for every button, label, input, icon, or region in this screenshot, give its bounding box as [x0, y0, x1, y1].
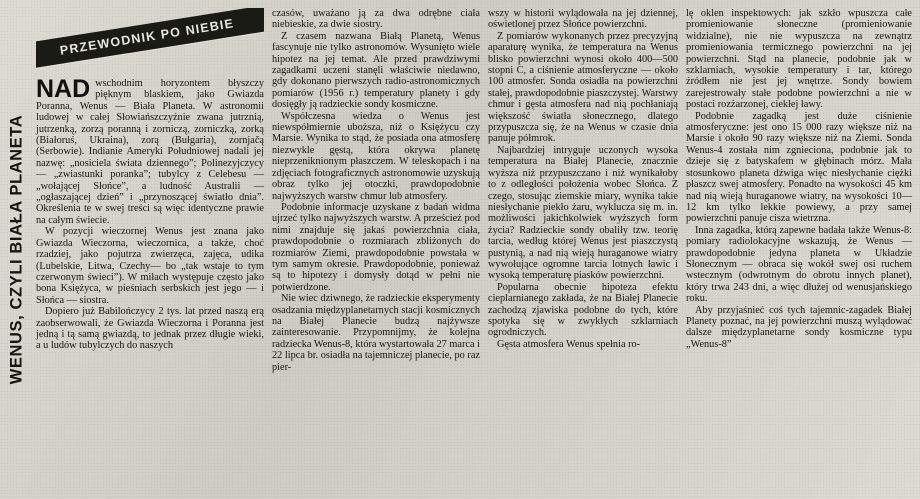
paragraph-text: Inna zagadka, którą zapewne badała także Wenus-8: pomiary radiolokacyjne wskazują, że Wenus — prawdopodobnie jedyna planeta w Układzie Słonecznym — obraca się wokół swej osi ruchem wstecznym (odwrotnym do obrotu innych planet), który trwa 243 dni, a więc dłużej od wenusjańskiego roku.	[686, 224, 912, 305]
paragraph-text: W pozycji wieczornej Wenus jest znana jako Gwiazda Wieczorna, wieczornica, a także, choć rzadziej, jako pojutrza zwierzęca, zajęca, udika (Lubelskie, Litwa, Czechy— bo „tak wstaje to tym czerwonym świeci”). W miłach występuje często jako bona Księżyca, w pieśniach serbskich jest jego — i Słońca — siostra.	[36, 226, 264, 306]
paragraph	[272, 8, 480, 31]
paragraph-text: Nie wiec dziwnego, że radzieckie eksperymenty osadzania międzyplanetarnych stacji kosmicznych na Białej Planecie budzą najżywsze zainteresowanie. Przypomnijmy, że kolejna radziecka Wenus-8, która wystartowała 27 marca i 22 lipca br. osiadła na tajemniczej planecie, po raz pier-	[272, 293, 480, 373]
paragraph-text: Najbardziej intryguje uczonych wysoka temperatura na Białej Planecie, znacznie wyższa niż przypuszczano i niż wynikałoby to z odległości położenia wobec Słońca. Z czego, stosując ziemskie miary, wynika takie niesłychanie piekło żaru, wyklucza się m. in. możliwości jakichkolwiek wyższych form życia? Radzieckie sondy obaliły tzw. teorię tarcia, według której Wenus jest piaszczystą pustynią, a nad nią wieją huraganowe wiatry wywołujące ogromne tarcia lotnych ławic i wysoką temperaturę piasków powierzchni.	[488, 144, 678, 282]
paragraph	[686, 225, 912, 305]
paragraph	[36, 75, 264, 226]
paragraph	[272, 202, 480, 293]
paragraph	[488, 31, 678, 145]
paragraph-text: czasów, uważano ją za dwa odrębne ciała niebieskie, za dwie siostry.	[272, 8, 480, 31]
paragraph-text: Podobnie informacje uzyskane z badań widma ujrzeć tylko najwyższych warstw. A prześcież pod nimi znajduje się jakaś powierzchnia ciała, prawdopodobnie o rozmiarach zbliżonych do rozmiarów Ziemi, prawdopodobnie powstała w tym samym okresie. Prawdopodobnie, ponieważ są to hipotezy i domysły dotąd w pełni nie potwierdzone.	[272, 201, 480, 293]
text-column-4	[686, 8, 912, 493]
paragraph	[686, 8, 912, 111]
paragraph	[488, 145, 678, 282]
text-column-1	[36, 75, 264, 493]
text-column-3	[488, 8, 678, 493]
vertical-article-title-text: WENUS, CZYLI BIAŁA PLANETA	[7, 114, 26, 385]
paragraph-text: Podobnie zagadką jest duże ciśnienie atmosferyczne: jest ono 15 000 razy większe niż na Marsie i około 90 razy większe niż na Ziemi. Sonda Wenus-4 została nim zgnieciona, podobnie jak to dzieje się z batyskafem w głębinach mórz. Mała stosunkowo planeta dźwiga więc niesłychanie ciężki płaszcz swej atmosfery. Ponadto na wysokości 45 km nad nią wieją huraganowe wiatry, na wysokości 10—12 km tylko lekkie powiewy, a przy samej powierzchni panuje cisza wietrzna.	[686, 110, 912, 225]
paragraph-text: Aby przyjaśnieć coś tych tajemnic-zagadek Białej Planety poznać, na jej powierzchni muszą wylądować dalsze międzyplanetarne sondy kosmiczne typu „Wenus-8”	[686, 304, 912, 350]
paragraph	[36, 226, 264, 306]
paragraph	[272, 111, 480, 202]
paragraph-text: Współczesna wiedza o Wenus jest niewspółmiernie uboższa, niż o Księżycu czy Marsie. Wynika to stąd, że posiada ona atmosferę niezwykle gęstą, która okrywa planetę nieprzeniknionym płaszczem. W teleskopach i na zdjęciach fotograficznych astronomowie uzyskują obraz tylko jej otoczki, prawdopodobnie najwyższych warstw chmur lub atmosfery.	[272, 110, 480, 202]
banner-label: PRZEWODNIK PO NIEBIE	[58, 16, 236, 58]
paragraph	[686, 111, 912, 225]
paragraph-text: lę oklen inspektowych: jak szkło wpuszcza całe promieniowanie słoneczne (promieniowanie widzialne), nie nie wypuszcza na zewnątrz promieniowania termicznego powierzchni na jej powierzchni. Stąd na planecie, podobnie jak w szklarniach, wysokie temperatury i tar, którego źródłem nie jest jej wnętrze. Sondy bowiem zarejestrowały stałe podobne powierzchni a nie w postaci rozżarzonej, ciekłej ławy.	[686, 8, 912, 111]
paragraph	[272, 31, 480, 111]
paragraph-text: Popularna obecnie hipoteza efektu cieplarnianego zakłada, że na Białej Planecie zachodzą zjawiska podobne do tych, które spotyka się w zwykłych szklarniach ogrodniczych.	[488, 281, 678, 339]
paragraph-text: wszy w historii wylądowała na jej dziennej, oświetlonej przez Słońce powierzchni.	[488, 8, 678, 31]
paragraph	[488, 339, 678, 350]
paragraph-text: Z czasem nazwana Białą Planetą, Wenus fascynuje nie tylko astronomów. Wysunięto wiele hipotez na jej temat. Ale przed prawdziwymi zagadkami uczeni stanęli właściwie niedawno, gdy dokonano pierwszych radio-astronomicznych pomiarów (1956 r.) temperatury planety i gdy dosięgły ją radzieckie sondy kosmiczne.	[272, 30, 480, 111]
text-column-2	[272, 8, 480, 493]
paragraph-text: Gęsta atmosfera Wenus spełnia ro-	[497, 338, 641, 350]
paragraph-text: wschodnim horyzontem błyszczy pięknym blaskiem, jako Gwiazda Poranna, Wenus — Biała Planeta. W astronomii ludowej w całej Słowiańszczyźnie zwana jutrznią, jutrzenką, zorzą poranną i zorniczą, zorniczką, zorką (Białoruś, Ukraina), zorą (Bułgaria), zornjačą (Serbowie). Indianie Ameryki Południowej nadali jej nazwę: „nosiciela świata dziennego”; Polinezyjczycy — „zwiastunki poranka”; tubylcy z Celebesu — „wołającej Słońce”, a ludność Australii — „ogłaszającej dzień” i „przynoszącej światło dnia”. Określenia te w swej treści są więc identyczne prawie na całym świecie.	[36, 78, 264, 226]
drop-cap: NAD	[36, 75, 91, 103]
paragraph	[488, 8, 678, 31]
paragraph-text: Z pomiarów wykonanych przez precyzyjną aparaturę wynika, że temperatura na Wenus blisko powierzchni wynosi około 400—500 stopni C, a ciśnienie atmosferyczne — około 100 atmosfer. Sonda osiadła na powierzchni stałej, prawdopodobnie piaszczystej. Warstwy chmur i gęsta atmosfera nad nią pochłaniają większość światła słonecznego, dlatego przypuszcza się, że na Wenus w czasie dnia panuje półmrok.	[488, 30, 678, 145]
paragraph	[272, 293, 480, 373]
section-banner	[36, 8, 264, 72]
banner-ribbon-shape	[36, 8, 264, 69]
paragraph	[686, 305, 912, 351]
paragraph	[36, 306, 264, 352]
vertical-article-title	[0, 0, 34, 499]
paragraph	[488, 282, 678, 339]
paragraph-text: Dopiero już Babilończycy 2 tys. lat przed naszą erą zaobserwowali, że Gwiazda Wieczorna i Poranna jest jedną i tą samą gwiazdą, to jednak przez długie wieki, a u ludów tubylczych do naszych	[36, 306, 264, 352]
